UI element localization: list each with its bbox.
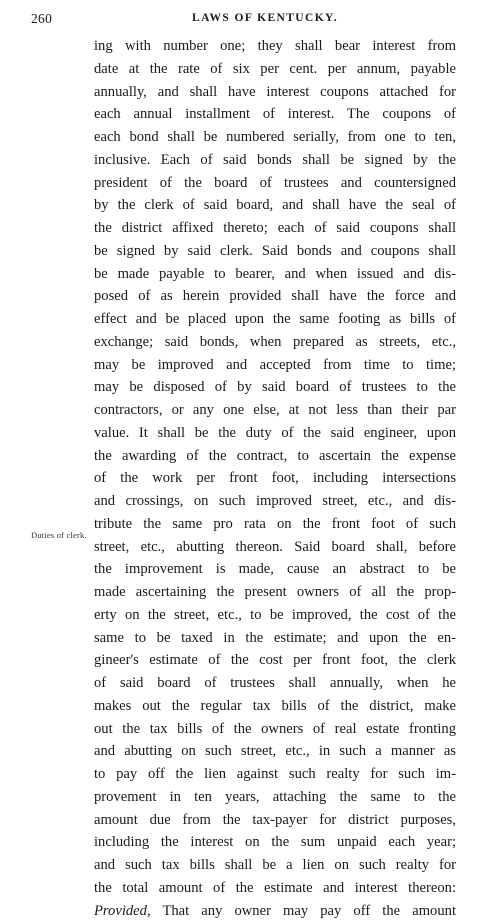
text-line: the improvement is made, cause an abstract to be bbox=[94, 558, 456, 581]
text-line: effect and be placed upon the same footing as bills of bbox=[94, 308, 456, 331]
text-line: made ascertaining the present owners of all the prop- bbox=[94, 581, 456, 604]
text-line: ing with number one; they shall bear interest from bbox=[94, 35, 456, 58]
running-head: LAWS OF KENTUCKY. bbox=[0, 12, 500, 24]
text-line: inclusive. Each of said bonds shall be signed by the bbox=[94, 149, 456, 172]
text-line: exchange; said bonds, when prepared as streets, etc., bbox=[94, 331, 456, 354]
text-line: each annual installment of interest. The coupons of bbox=[94, 103, 456, 126]
text-line: each bond shall be numbered serially, from one to ten, bbox=[94, 126, 456, 149]
text-line: of said board of trustees shall annually, when he bbox=[94, 672, 456, 695]
text-line: may be improved and accepted from time to time; bbox=[94, 354, 456, 377]
text-line: of the work per front foot, including intersections bbox=[94, 467, 456, 490]
text-line: and crossings, on such improved street, etc., and dis- bbox=[94, 490, 456, 513]
text-line: to pay off the lien against such realty for such im- bbox=[94, 763, 456, 786]
text-line: the total amount of the estimate and interest thereon: bbox=[94, 877, 456, 900]
page-number: 260 bbox=[31, 11, 52, 27]
text-line: street, etc., abutting thereon. Said board shall, before bbox=[94, 536, 456, 559]
text-line: provement in ten years, attaching the same to the bbox=[94, 786, 456, 809]
text-line: amount due from the tax-payer for district purposes, bbox=[94, 809, 456, 832]
body-text bbox=[94, 35, 456, 922]
text-line: erty on the street, etc., to be improved, the cost of the bbox=[94, 604, 456, 627]
text-line: may be disposed of by said board of trustees to the bbox=[94, 376, 456, 399]
text-line: the district affixed thereto; each of said coupons shall bbox=[94, 217, 456, 240]
proviso-rest: That any owner may pay off the amount bbox=[151, 903, 456, 919]
text-line-final bbox=[94, 900, 456, 922]
text-line: president of the board of trustees and countersigned bbox=[94, 172, 456, 195]
text-line: and abutting on such street, etc., in such a manner as bbox=[94, 740, 456, 763]
text-line: out the tax bills of the owners of real estate fronting bbox=[94, 718, 456, 741]
text-line: date at the rate of six per cent. per annum, payable bbox=[94, 58, 456, 81]
text-line: contractors, or any one else, at not less than their par bbox=[94, 399, 456, 422]
text-line: value. It shall be the duty of the said engineer, upon bbox=[94, 422, 456, 445]
text-line: by the clerk of said board, and shall have the seal of bbox=[94, 194, 456, 217]
text-line: same to be taxed in the estimate; and upon the en- bbox=[94, 627, 456, 650]
text-line: be made payable to bearer, and when issued and dis- bbox=[94, 263, 456, 286]
text-line: annually, and shall have interest coupons attached for bbox=[94, 81, 456, 104]
text-line: posed of as herein provided shall have the force and bbox=[94, 285, 456, 308]
text-line: tribute the same pro rata on the front foot of such bbox=[94, 513, 456, 536]
proviso-italic: Provided, bbox=[94, 903, 151, 919]
text-line: gineer's estimate of the cost per front foot, the clerk bbox=[94, 649, 456, 672]
text-line: makes out the regular tax bills of the district, make bbox=[94, 695, 456, 718]
text-line: the awarding of the contract, to ascertain the expense bbox=[94, 445, 456, 468]
margin-note: Duties of clerk. bbox=[31, 530, 87, 540]
text-line: be signed by said clerk. Said bonds and coupons shall bbox=[94, 240, 456, 263]
text-line: including the interest on the sum unpaid each year; bbox=[94, 831, 456, 854]
text-line: and such tax bills shall be a lien on such realty for bbox=[94, 854, 456, 877]
